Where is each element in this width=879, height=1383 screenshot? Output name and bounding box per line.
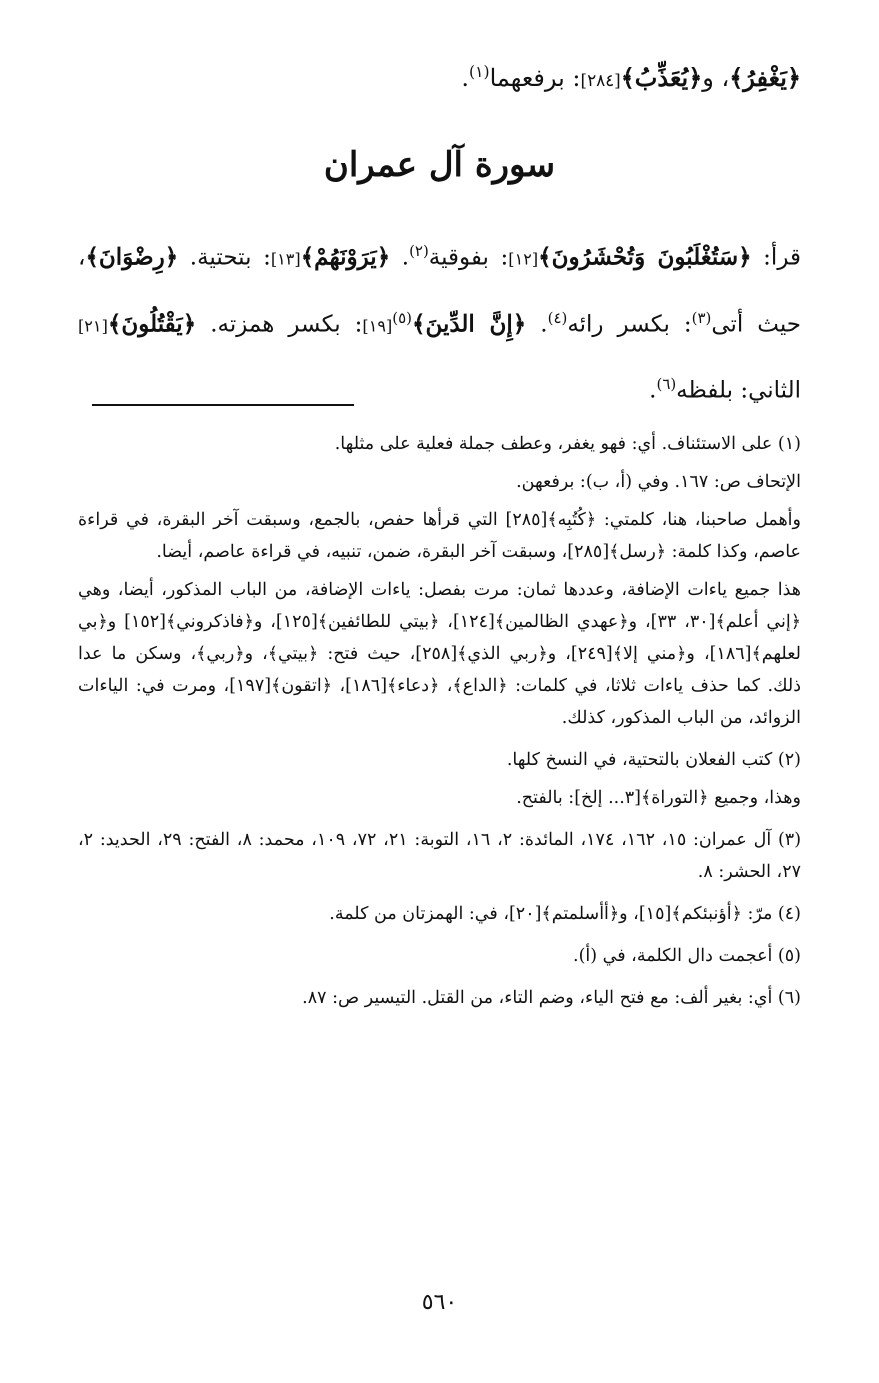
footnote-2-continuation: وهذا، وجميع ﴿التوراة﴾[٣... إلخ]: بالفتح. xyxy=(516,788,801,808)
quran-word: ﴿يُعَذِّبُ﴾ xyxy=(620,63,703,92)
quran-word: ﴿يَقْتُلُونَ﴾ xyxy=(107,310,197,338)
text-run: : برفعهما xyxy=(489,64,581,92)
footnote-3: (٣) آل عمران: ١٥، ١٦٢، ١٧٤، المائدة: ٢، ١٦، التوبة: ٢١، ٧٢، ١٠٩، محمد: ٨، الفتح: ٢٩، الحديد: ٢، ٢٧، الحشر: ٨. xyxy=(78,830,802,882)
text-run: . xyxy=(649,377,657,404)
text-run: الثاني: بلفظه xyxy=(676,377,801,404)
quran-word: ﴿يَغْفِرُ﴾ xyxy=(729,63,801,92)
quran-word: ﴿يَرَوْنَهُمْ﴾ xyxy=(300,243,391,271)
text-run: : بتحتية. xyxy=(178,244,271,271)
footnote-divider xyxy=(92,404,354,406)
verse-ref: [١٩] xyxy=(362,316,393,336)
carry-over-line xyxy=(78,50,801,102)
verse-ref: [١٢] xyxy=(508,249,539,269)
footnote-marker: (٦) xyxy=(656,375,677,394)
text-run: ، حيث أتى xyxy=(78,244,802,338)
text-run: . xyxy=(461,64,469,92)
surah-title: سورة آل عمران xyxy=(323,145,556,185)
page-number: ٥٦٠ xyxy=(421,1290,458,1315)
quran-word: ﴿رِضْوَانَ﴾ xyxy=(85,243,179,271)
text-run: . xyxy=(390,244,410,271)
text-run: ، و xyxy=(702,64,730,92)
footnote-marker: (٢) xyxy=(409,242,429,260)
footnotes xyxy=(78,428,801,1024)
footnote-1-continuation: الإتحاف ص: ١٦٧. وفي (أ، ب): برفعهن. xyxy=(516,472,801,492)
text-run: قرأ: xyxy=(751,244,802,271)
text-run: : بكسر همزته. xyxy=(196,311,363,338)
quran-word: ﴿إِنَّ الدِّينَ﴾ xyxy=(411,310,527,338)
footnote-marker: (٥) xyxy=(392,308,412,327)
footnote-6: (٦) أي: بغير ألف: مع فتح الياء، وضم التاء، من القتل. التيسير ص: ٨٧. xyxy=(302,988,801,1008)
verse-ref: [٢١] xyxy=(78,316,108,336)
verse-ref: [٢٨٤] xyxy=(580,70,621,90)
quran-word: ﴿سَتُغْلَبُونَ وَتُحْشَرُونَ﴾ xyxy=(538,243,752,271)
footnote-1-continuation: وأهمل صاحبنا، هنا، كلمتي: ﴿كُتُبِه﴾[٢٨٥] التي قرأها حفص، بالجمع، وسبقت آخر البقرة، في قراءة عاصم، وكذا كلمة: ﴿رسل﴾[٢٨٥]، وسبقت آخر البقرة، ضمن، تنبيه، في قراءة عاصم، أيضا. xyxy=(78,510,801,562)
footnote-4: (٤) مرّ: ﴿أؤنبئكم﴾[١٥]، و﴿أأسلمتم﴾[٢٠]، في: الهمزتان من كلمة. xyxy=(329,904,801,924)
text-run: . xyxy=(526,311,548,338)
footnote-5: (٥) أعجمت دال الكلمة، في (أ). xyxy=(573,946,801,966)
footnote-marker: (٣) xyxy=(691,308,712,327)
footnote-2: (٢) كتب الفعلان بالتحتية، في النسخ كلها. xyxy=(506,750,801,770)
footnote-marker: (٤) xyxy=(547,308,568,327)
verse-ref: [١٣] xyxy=(270,249,301,269)
main-text xyxy=(78,222,801,420)
footnote-marker: (١) xyxy=(469,63,490,81)
text-run: : بكسر رائه xyxy=(567,311,692,338)
text-run: : بفوقية xyxy=(428,244,509,271)
footnote-1: (١) على الاستئناف. أي: فهو يغفر، وعطف جملة فعلية على مثلها. xyxy=(334,434,801,454)
footnote-1-continuation: هذا جميع ياءات الإضافة، وعددها ثمان: مرت بفصل: ياءات الإضافة، من الباب المذكور، أيضا، وهي ﴿إني أعلم﴾[٣٠، ٣٣]، و﴿عهدي الظالمين﴾[١٢٤]، ﴿بيتي للطائفين﴾[١٢٥]، و﴿فاذكروني﴾[١٥٢] و﴿بي لعلهم﴾[١٨٦]، و﴿مني إلا﴾[٢٤٩]، و﴿ربي الذي﴾[٢٥٨]، حيث فتح: ﴿بيتي﴾، و﴿ربي﴾، وسكن ما عدا ذلك. كما حذف ياءات ثلاثا، في كلمات: ﴿الداع﴾، ﴿دعاء﴾[١٨٦]، ﴿اتقون﴾[١٩٧]، ومرت في: الياءات الزوائد، من الباب المذكور، كذلك. xyxy=(78,580,802,728)
